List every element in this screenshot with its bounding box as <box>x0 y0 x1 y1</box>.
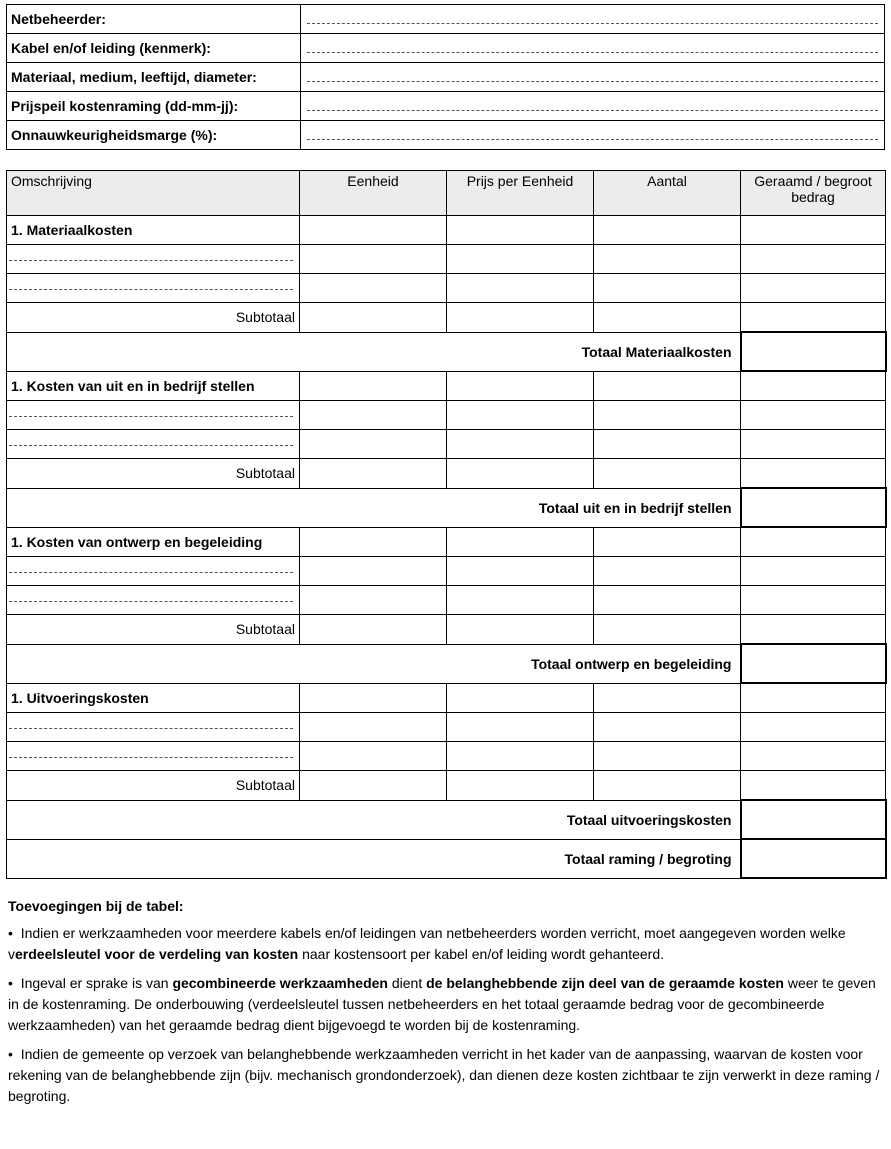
cell[interactable] <box>741 245 886 274</box>
dashed-entry[interactable] <box>7 430 300 459</box>
cell[interactable] <box>447 713 594 742</box>
cell[interactable] <box>447 527 594 557</box>
dashed-entry[interactable] <box>7 713 300 742</box>
cell[interactable] <box>594 683 741 713</box>
cell[interactable] <box>594 401 741 430</box>
grand-total-row <box>7 839 886 878</box>
subtotal-row <box>7 771 886 801</box>
note-emphasis: gecombineerde werkzaamheden <box>172 975 388 991</box>
dashed-entry[interactable] <box>7 274 300 303</box>
total-value[interactable] <box>741 644 886 683</box>
table-row <box>7 713 886 742</box>
total-label: Totaal Materiaalkosten <box>7 332 741 371</box>
dashed-entry[interactable] <box>7 557 300 586</box>
cell[interactable] <box>300 742 447 771</box>
cell[interactable] <box>741 303 886 333</box>
cell[interactable] <box>447 371 594 401</box>
info-label: Materiaal, medium, leeftijd, diameter: <box>7 63 301 92</box>
cell[interactable] <box>741 742 886 771</box>
cell[interactable] <box>741 459 886 489</box>
info-row <box>7 5 885 34</box>
cell[interactable] <box>594 586 741 615</box>
subtotal-label: Subtotaal <box>7 771 300 801</box>
cell[interactable] <box>447 586 594 615</box>
table-row <box>7 742 886 771</box>
cell[interactable] <box>300 371 447 401</box>
cell[interactable] <box>594 459 741 489</box>
cell[interactable] <box>300 615 447 645</box>
info-row <box>7 34 885 63</box>
subtotal-label: Subtotaal <box>7 615 300 645</box>
dashed-entry[interactable] <box>7 245 300 274</box>
note-text: dient <box>387 975 427 991</box>
info-input-prijspeil[interactable] <box>301 92 885 121</box>
cell[interactable] <box>594 713 741 742</box>
cell[interactable] <box>594 303 741 333</box>
col-header-bedrag: Geraamd / begroot bedrag <box>741 171 886 216</box>
total-value[interactable] <box>741 488 886 527</box>
notes <box>8 896 880 1115</box>
note-text: naar kostensoort per kabel en/of leiding wordt gehanteerd. <box>298 946 665 962</box>
table-row <box>7 245 886 274</box>
header-row <box>7 171 886 216</box>
cell[interactable] <box>594 371 741 401</box>
cell[interactable] <box>300 459 447 489</box>
info-row <box>7 92 885 121</box>
cell[interactable] <box>594 615 741 645</box>
cell[interactable] <box>741 527 886 557</box>
cell[interactable] <box>594 771 741 801</box>
note-text: Ingeval er sprake is van <box>20 975 173 991</box>
section-title-row <box>7 216 886 245</box>
table-row <box>7 401 886 430</box>
total-row <box>7 800 886 839</box>
table-row <box>7 274 886 303</box>
table-row <box>7 430 886 459</box>
subtotal-label: Subtotaal <box>7 459 300 489</box>
section-title: 1. Kosten van uit en in bedrijf stellen <box>7 371 300 401</box>
cell[interactable] <box>594 216 741 245</box>
col-header-omschrijving: Omschrijving <box>7 171 300 216</box>
note-3: • Indien de gemeente op verzoek van belanghebbende werkzaamheden verricht in het kader van de aanpassing, waarvan de kosten voor rekening van de belanghebbende zijn (bijv. mechanisch grondonderzoek), dan dienen deze kosten zichtbaar te zijn verwerkt in deze raming / begroting. <box>8 1046 880 1104</box>
cell[interactable] <box>300 557 447 586</box>
dashed-entry[interactable] <box>7 586 300 615</box>
cell[interactable] <box>741 615 886 645</box>
total-row <box>7 332 886 371</box>
cell[interactable] <box>741 586 886 615</box>
cell[interactable] <box>447 216 594 245</box>
total-value[interactable] <box>741 332 886 371</box>
total-row <box>7 488 886 527</box>
cell[interactable] <box>447 771 594 801</box>
cell[interactable] <box>594 274 741 303</box>
col-header-prijs: Prijs per Eenheid <box>447 171 594 216</box>
section-title-row <box>7 371 886 401</box>
cell[interactable] <box>741 771 886 801</box>
cell[interactable] <box>594 557 741 586</box>
grand-total-value[interactable] <box>741 839 886 878</box>
notes-title: Toevoegingen bij de tabel: <box>8 898 184 914</box>
cell[interactable] <box>447 615 594 645</box>
cell[interactable] <box>300 274 447 303</box>
grand-total-label: Totaal raming / begroting <box>7 839 741 878</box>
cell[interactable] <box>300 586 447 615</box>
info-input-netbeheerder[interactable] <box>301 5 885 34</box>
info-label: Onnauwkeurigheidsmarge (%): <box>7 121 301 150</box>
cell[interactable] <box>447 742 594 771</box>
info-input-kenmerk[interactable] <box>301 34 885 63</box>
cell[interactable] <box>300 771 447 801</box>
cell[interactable] <box>300 713 447 742</box>
info-input-materiaal[interactable] <box>301 63 885 92</box>
note-text: weer te geven in de kostenraming. De onderbouwing (verdeelsleutel tussen netbeheerders en het totaal geraamde bedrag voor de gecombineerde werkzaamheden) van het geraamde bedrag dient bijgevoegd te worden bij de kostenraming. <box>8 975 876 1033</box>
cell[interactable] <box>300 216 447 245</box>
info-row <box>7 121 885 150</box>
cell[interactable] <box>447 459 594 489</box>
table-row <box>7 586 886 615</box>
subtotal-row <box>7 615 886 645</box>
note-text: Indien de gemeente op verzoek van belanghebbende werkzaamheden verricht in het kader van de aanpassing, waarvan de kosten voor rekening van de belanghebbende zijn (bijv. mechanisch grondonderzoek), dan dienen deze kosten zichtbaar te zijn verwerkt in deze raming / begroting. <box>8 1046 880 1104</box>
cell[interactable] <box>447 557 594 586</box>
table-row <box>7 557 886 586</box>
cell[interactable] <box>447 401 594 430</box>
cell[interactable] <box>741 713 886 742</box>
cell[interactable] <box>300 683 447 713</box>
section-title: 1. Materiaalkosten <box>7 216 300 245</box>
cell[interactable] <box>741 216 886 245</box>
subtotal-label: Subtotaal <box>7 303 300 333</box>
subtotal-row <box>7 459 886 489</box>
cost-table <box>6 170 887 879</box>
cell[interactable] <box>741 683 886 713</box>
cell[interactable] <box>741 401 886 430</box>
cell[interactable] <box>594 430 741 459</box>
cell[interactable] <box>447 303 594 333</box>
total-value[interactable] <box>741 800 886 839</box>
note-emphasis: erdeelsleutel voor de verdeling van kosten <box>15 946 299 962</box>
cell[interactable] <box>300 527 447 557</box>
cell[interactable] <box>741 430 886 459</box>
cell[interactable] <box>300 245 447 274</box>
section-title-row <box>7 683 886 713</box>
cell[interactable] <box>447 274 594 303</box>
total-label: Totaal uitvoeringskosten <box>7 800 741 839</box>
col-header-aantal: Aantal <box>594 171 741 216</box>
cell[interactable] <box>594 527 741 557</box>
note-2: • Ingeval er sprake is van gecombineerde werkzaamheden dient de belanghebbende zijn deel van de geraamde kosten weer te geven in de kostenraming. De onderbouwing (verdeelsleutel tussen netbeheerders en het totaal geraamde bedrag voor de gecombineerde werkzaamheden) van het geraamde bedrag dient bijgevoegd te worden bij de kostenraming. <box>8 975 876 1033</box>
dashed-entry[interactable] <box>7 401 300 430</box>
dashed-entry[interactable] <box>7 742 300 771</box>
cell[interactable] <box>741 557 886 586</box>
cell[interactable] <box>300 401 447 430</box>
cell[interactable] <box>447 430 594 459</box>
note-emphasis: de belanghebbende zijn deel van de geraamde kosten <box>426 975 784 991</box>
info-label: Netbeheerder: <box>7 5 301 34</box>
section-title: 1. Uitvoeringskosten <box>7 683 300 713</box>
cell[interactable] <box>300 303 447 333</box>
cell[interactable] <box>741 371 886 401</box>
info-label: Kabel en/of leiding (kenmerk): <box>7 34 301 63</box>
total-label: Totaal ontwerp en begeleiding <box>7 644 741 683</box>
total-label: Totaal uit en in bedrijf stellen <box>7 488 741 527</box>
cell[interactable] <box>447 683 594 713</box>
section-title: 1. Kosten van ontwerp en begeleiding <box>7 527 300 557</box>
cell[interactable] <box>741 274 886 303</box>
info-input-marge[interactable] <box>301 121 885 150</box>
cell[interactable] <box>594 245 741 274</box>
cell[interactable] <box>447 245 594 274</box>
total-row <box>7 644 886 683</box>
cell[interactable] <box>300 430 447 459</box>
cell[interactable] <box>594 742 741 771</box>
info-label: Prijspeil kostenraming (dd-mm-jj): <box>7 92 301 121</box>
subtotal-row <box>7 303 886 333</box>
note-text: Indien er werkzaamheden voor meerdere kabels en/of leidingen van netbeheerders worden verricht, moet aangegeven worden welke v <box>8 925 846 962</box>
info-row <box>7 63 885 92</box>
section-title-row <box>7 527 886 557</box>
note-1: • Indien er werkzaamheden voor meerdere kabels en/of leidingen van netbeheerders worden verricht, moet aangegeven worden welke verdeelsleutel voor de verdeling van kosten naar kostensoort per kabel en/of leiding wordt gehanteerd. <box>8 925 846 962</box>
col-header-eenheid: Eenheid <box>300 171 447 216</box>
info-table <box>6 4 885 150</box>
